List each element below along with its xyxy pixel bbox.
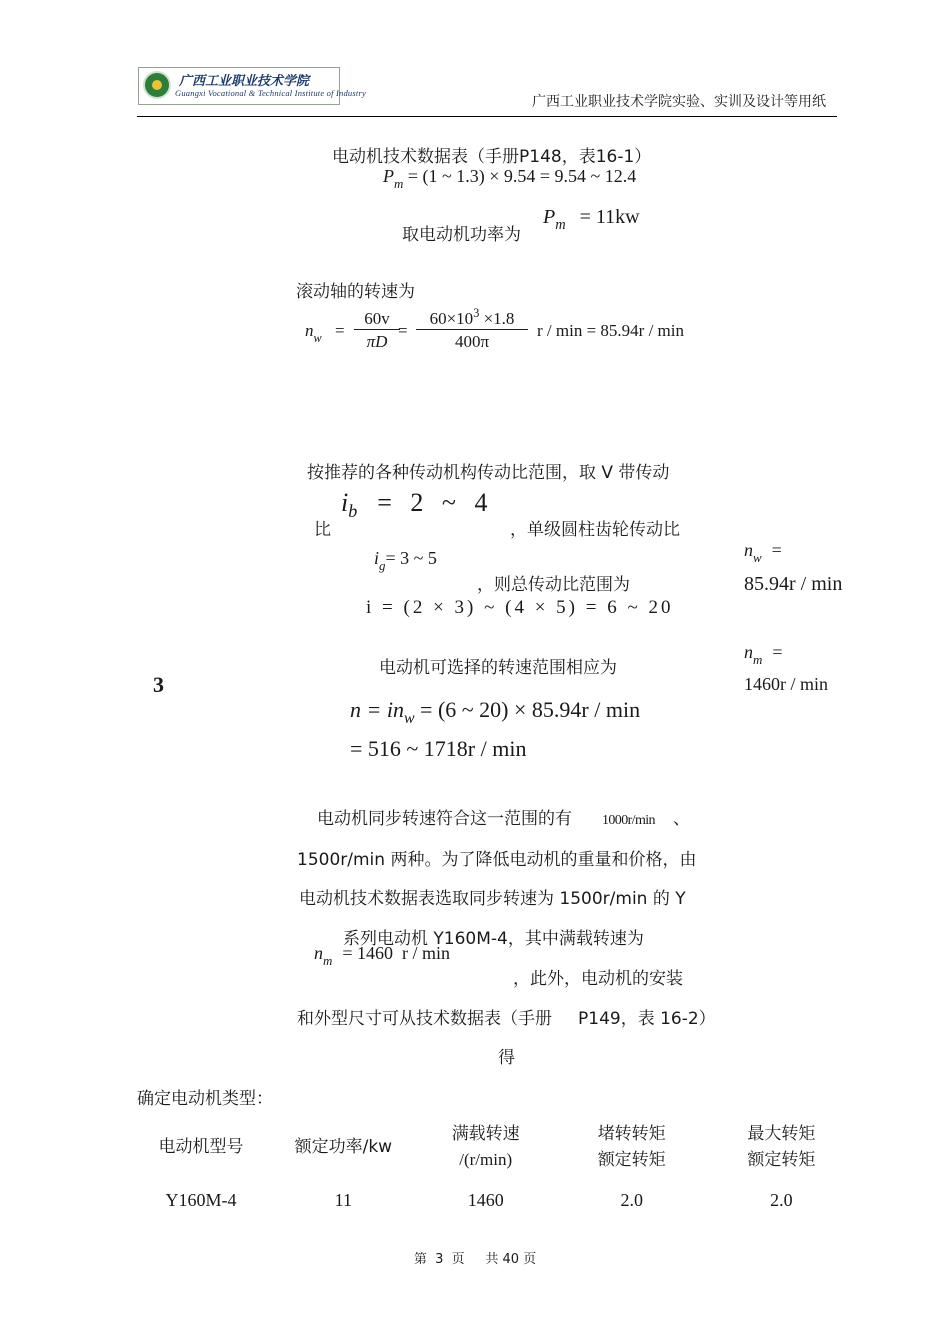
selection-line-2: 1500r/min 两种。为了降低电动机的重量和价格，由 [297, 850, 697, 870]
ib-formula: $i_b = 2$ ~ 4 [341, 488, 494, 521]
total-ratio-formula: i = (2 × 3) ~ (4 × 5) = 6 ~ 20 [366, 597, 674, 618]
motor-type-table [128, 1116, 858, 1222]
school-logo [138, 67, 366, 105]
pm-choice-formula: $P_m = 11kw$ [543, 206, 640, 233]
selection-line-1: 电动机同步转速符合这一范围的有 1000r/min 、 [317, 809, 690, 829]
nm-rated-formula: $n_m = 1460$ r / min [314, 943, 451, 968]
step-number: 3 [153, 672, 164, 697]
column-header-full-load-speed: 满载转速 /(r/min) [451, 1124, 520, 1169]
selection-line-6: 和外型尺寸可从技术数据表（手册 P149，表 16-2） [297, 1009, 716, 1029]
equals-sign: = [335, 321, 345, 340]
choose-power-label: 取电动机功率为 [402, 225, 521, 245]
column-header-model: 电动机型号 [158, 1137, 244, 1157]
logo-chinese-name: 广西工业职业技术学院 [179, 74, 310, 89]
ig-formula: $i_g= 3$ ~ 5 [374, 548, 437, 573]
table-cell-power: 11 [334, 1189, 353, 1210]
result-nm-value: 1460r / min [744, 674, 828, 694]
selection-line-3: 电动机技术数据表选取同步转速为 1500r/min 的 Y [299, 889, 686, 909]
column-header-power: 额定功率/kw [294, 1137, 393, 1157]
header-title: 广西工业职业技术学院实验、实训及设计等用纸 [532, 94, 826, 110]
motor-speed-formula-1: $n = in_w = (6$ ~ 20) × 85.94r / min [350, 697, 641, 727]
equals-sign: = [398, 321, 408, 340]
table-header-row [128, 1116, 858, 1178]
selection-line-5: ，此外，电动机的安装 [513, 969, 683, 989]
column-header-locked-torque-ratio: 堵转转矩 额定转矩 [597, 1124, 666, 1170]
gear-ratio-text: ，单级圆柱齿轮传动比 [510, 520, 680, 540]
table-row [128, 1178, 858, 1222]
speed-range-label: 电动机可选择的转速范围相应为 [379, 658, 617, 678]
table-cell-model: Y160M-4 [165, 1189, 237, 1210]
ratio-prefix: 比 [314, 520, 331, 540]
speed-result: r / min = 85.94r / min [537, 321, 684, 340]
school-emblem-icon [143, 71, 171, 99]
header-divider [137, 116, 837, 117]
roller-speed-label: 滚动轴的转速为 [296, 282, 415, 302]
motor-speed-formula-2: = 516 ~ 1718r / min [350, 736, 527, 761]
speed-fraction-2: $\frac{60\times 10^3 \times 1.8}{400\pi}$ [416, 309, 528, 352]
pm-range-formula: $P_m = (1$ ~ 1.3) × 9.54 = 9.54 ~ 12.4 [383, 166, 637, 191]
table-reference: 电动机技术数据表（手册P148，表16-1） [332, 147, 652, 167]
result-nm-label: $n_m$ = [744, 642, 783, 667]
column-header-max-torque-ratio: 最大转矩 额定转矩 [747, 1124, 816, 1170]
motor-type-label: 确定电动机类型： [137, 1089, 273, 1109]
result-nw-label: $n_w$ = [744, 540, 782, 565]
selection-line-4: 系列电动机 Y160M-4，其中满载转速为 [343, 929, 644, 949]
nw-symbol: $n_w$ [305, 321, 322, 345]
page-footer: 第 3 页 共 40 页 [413, 1252, 537, 1267]
table-cell-max-torque: 2.0 [770, 1189, 793, 1210]
selection-line-7: 得 [498, 1048, 515, 1068]
total-ratio-text: ，则总传动比范围为 [477, 575, 630, 595]
speed-fraction-1: $\frac{60v}{\pi D}$ [354, 309, 400, 352]
table-cell-locked-torque: 2.0 [620, 1189, 643, 1210]
logo-english-name: Guangxi Vocational & Technical Institute of Industry [175, 88, 366, 98]
result-nw-value: 85.94r / min [744, 573, 843, 595]
ratio-intro-line: 按推荐的各种传动机构传动比范围，取 V 带传动 [307, 463, 670, 483]
table-cell-speed: 1460 [467, 1189, 504, 1210]
